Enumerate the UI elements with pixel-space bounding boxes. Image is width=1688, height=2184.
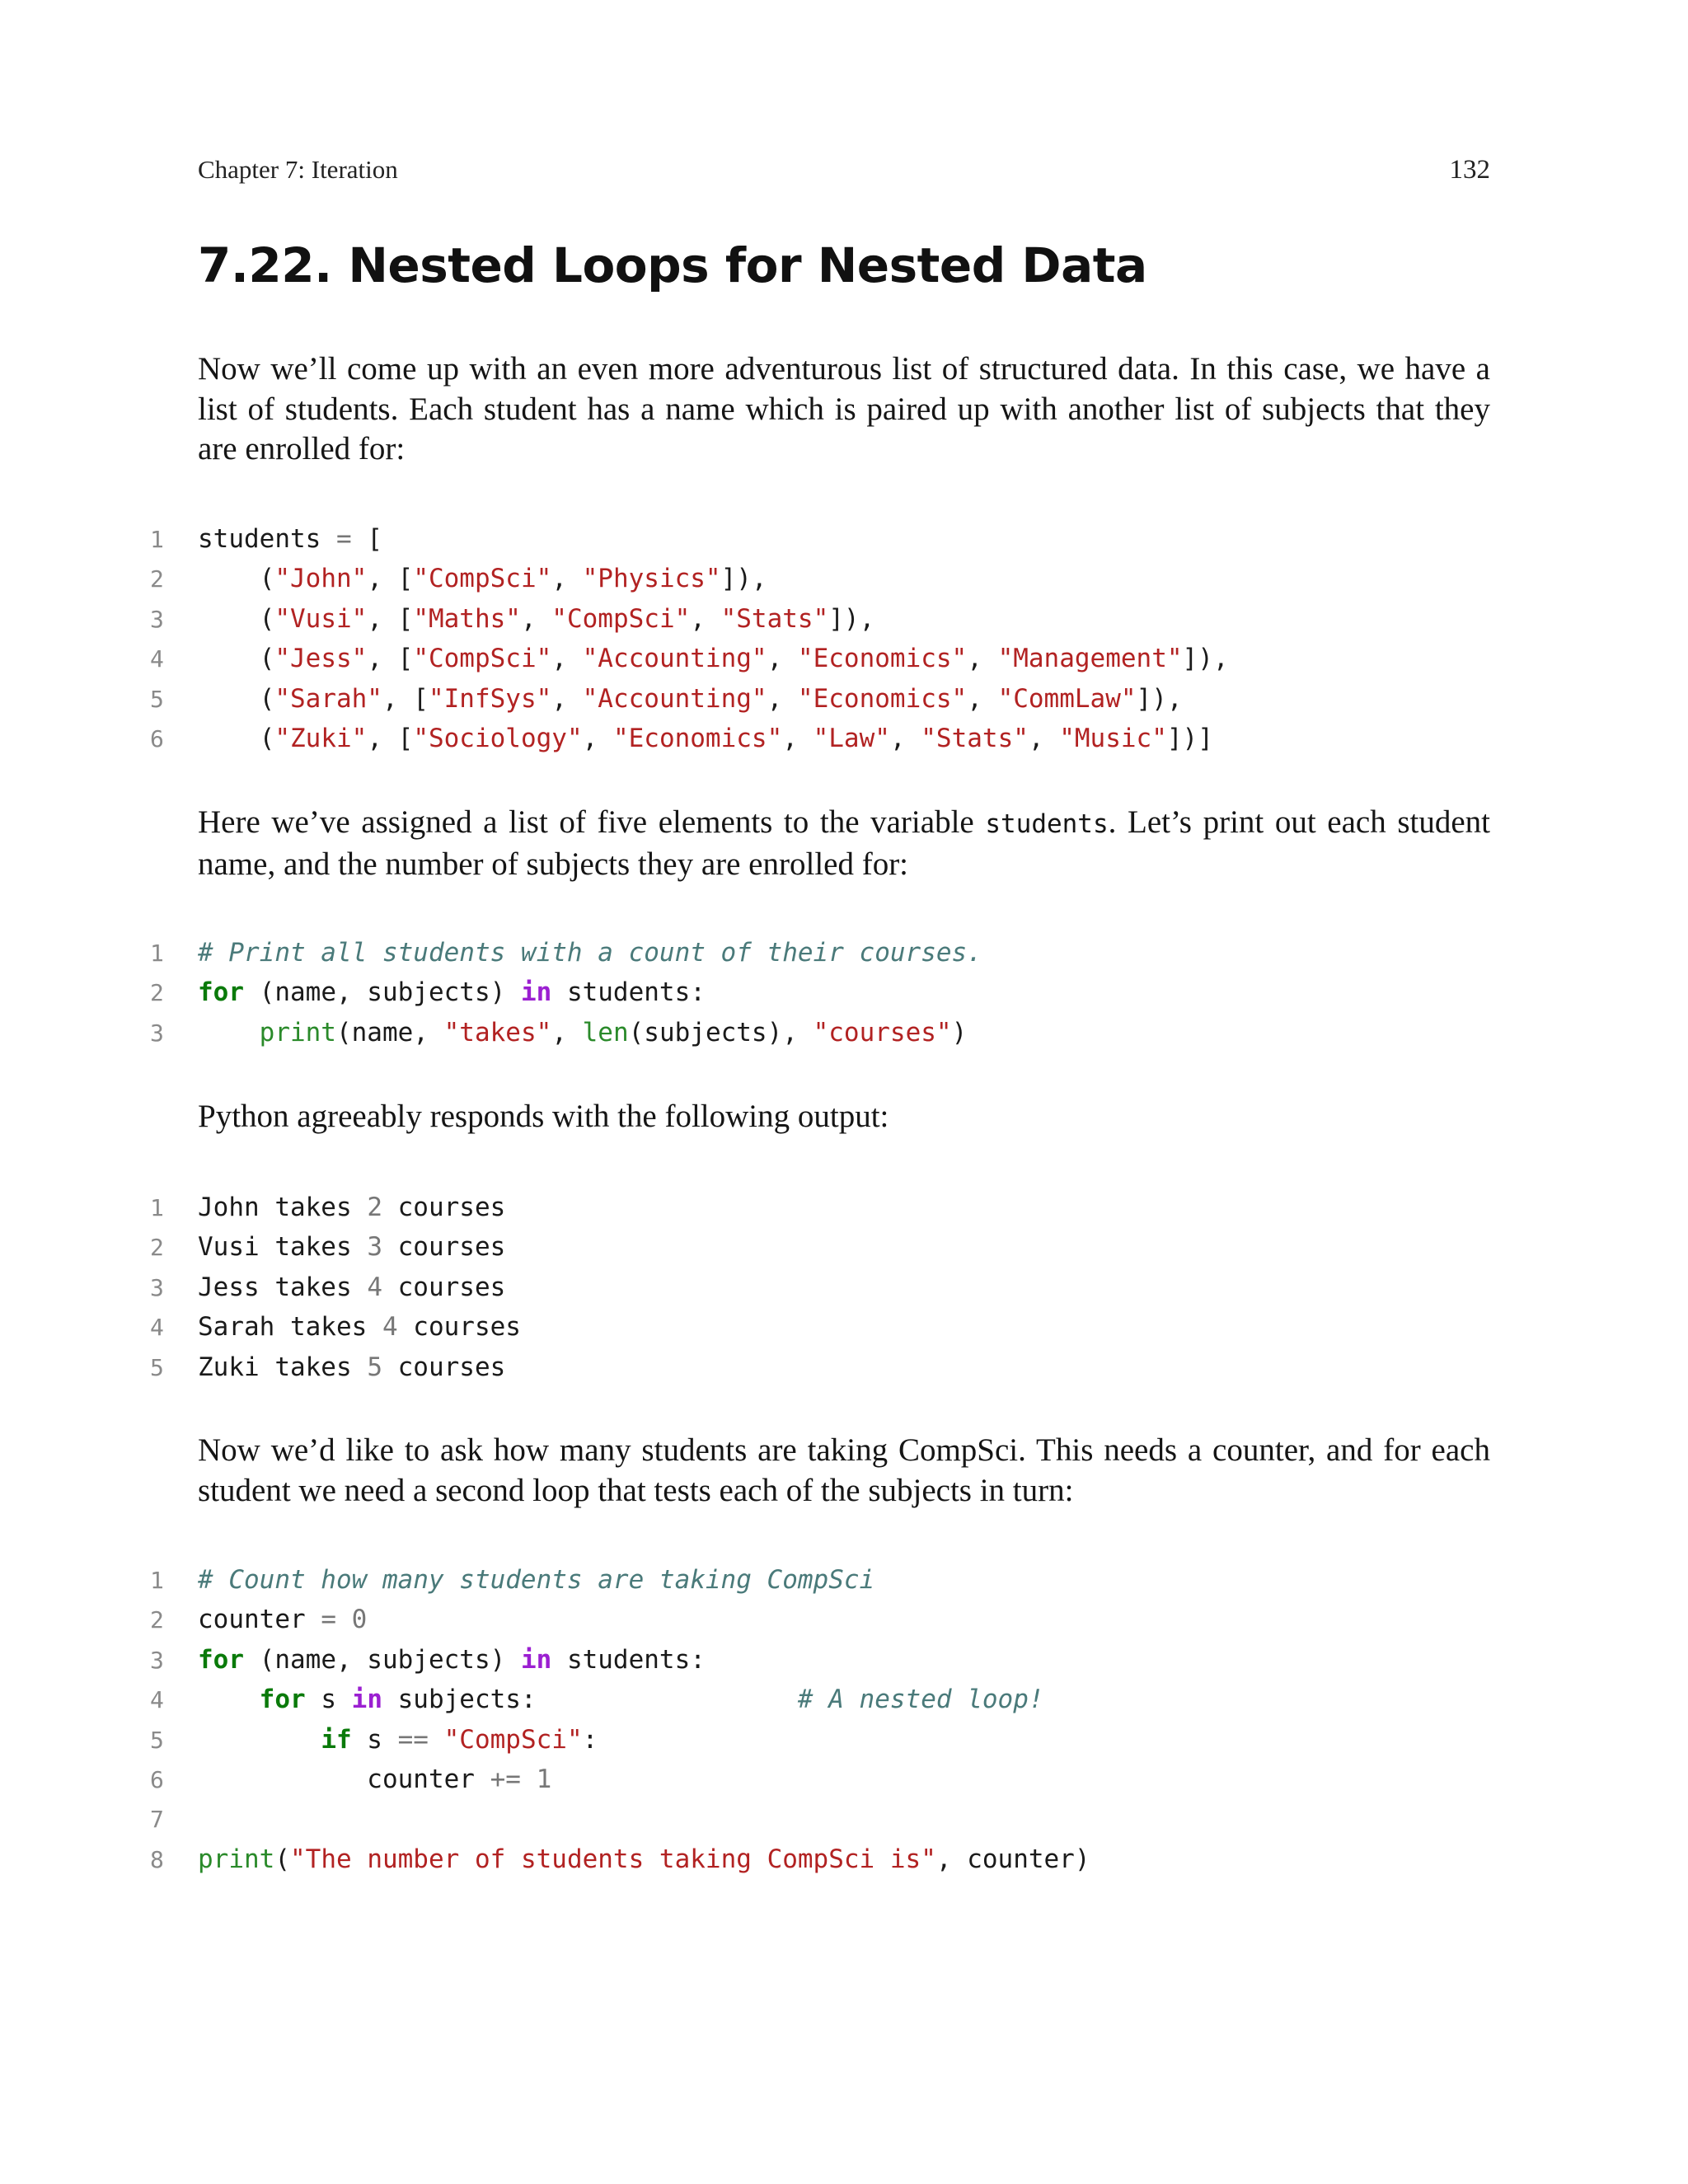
code-token [198,1725,321,1755]
code-token: (name, subjects) [244,1644,521,1675]
code-line [0,1760,1688,1799]
code-token: "Zuki" [274,723,368,753]
code-token: , [767,683,798,714]
code-token: "Economics" [797,644,968,674]
code-text [198,724,1213,753]
code-token: , [551,564,583,594]
code-token: , [551,683,583,714]
code-line [0,679,1688,719]
code-token: 4 [367,1272,382,1302]
code-line [0,1799,1688,1839]
code-token: s [351,1724,398,1755]
line-number: 6 [150,1765,164,1793]
code-token [198,1018,260,1047]
code-text [198,1685,1044,1714]
code-text [198,1352,505,1382]
code-token: for [259,1685,306,1715]
code-token: John takes [198,1193,368,1222]
code-token: "Sarah" [274,683,382,714]
page-number: 132 [1449,155,1490,185]
code-token: : [582,1724,598,1755]
code-token: "CommLaw" [997,683,1137,714]
code-token: ( [198,564,275,594]
code-token: (name, [335,1017,444,1047]
code-token: counter [198,1605,321,1635]
code-token: "CompSci" [413,564,552,594]
code-token: , [ [367,603,414,634]
line-number: 1 [150,526,164,553]
code-line [0,1268,1688,1307]
code-token: "Accounting" [582,644,767,674]
paragraph-text: . Let’s print out each student name, and the number of subjects they are enrolled for: [198,804,1490,882]
code-block [0,1560,1688,1879]
code-token: 2 [367,1193,382,1222]
output-block [0,1188,1688,1387]
line-number: 5 [150,685,164,713]
code-line [0,1188,1688,1227]
running-header [198,155,1490,194]
code-token: ( [198,644,275,674]
code-token: for [198,977,244,1008]
paragraph-text: Here we’ve assigned a list of five elements to the variable [198,804,986,840]
code-token: "John" [274,564,368,594]
explanation-paragraph [198,803,1490,884]
code-token: print [198,1844,275,1874]
code-token: ])] [1166,723,1213,753]
code-token: courses [382,1193,506,1222]
line-number: 2 [150,979,164,1007]
code-token: # A nested loop! [797,1685,1044,1715]
code-token: in [351,1685,382,1715]
line-number: 5 [150,1726,164,1754]
code-token: ]), [720,564,767,594]
code-token: "The number of students taking CompSci is" [290,1844,936,1874]
section-heading: 7.22. Nested Loops for Nested Data [198,237,1147,293]
code-block [0,519,1688,758]
code-line [0,972,1688,1012]
code-token: , [967,644,998,674]
code-token: "Sociology" [413,723,583,753]
code-block [0,933,1688,1052]
code-token: , [520,603,552,634]
line-number: 2 [150,1606,164,1634]
code-line [0,1560,1688,1600]
code-line [0,1640,1688,1680]
code-token: Zuki takes [198,1352,368,1382]
code-token: "Maths" [413,603,521,634]
code-token: , counter) [935,1844,1090,1874]
code-token: # Count how many students are taking CompSci [198,1565,875,1595]
code-text [198,524,382,554]
chapter-title: Chapter 7: Iteration [198,155,398,184]
line-number: 1 [150,1194,164,1221]
code-token: for [198,1644,244,1675]
code-token: counter [198,1764,490,1794]
code-line [0,719,1688,758]
code-token: ( [274,1844,290,1874]
code-token: , [782,723,814,753]
code-token: students: [551,977,706,1008]
code-line [0,1307,1688,1347]
line-number: 1 [150,1567,164,1594]
line-number: 2 [150,1234,164,1262]
code-text [198,1018,967,1047]
code-token: ( [198,603,275,634]
code-token: = [335,524,352,554]
code-text [198,1725,598,1755]
code-token: courses [382,1352,506,1382]
line-number: 3 [150,605,164,633]
code-line [0,1347,1688,1387]
code-token: 0 [351,1605,368,1635]
code-line [0,933,1688,972]
line-number: 7 [150,1806,164,1834]
code-token: students [198,524,336,554]
code-token: "CompSci" [413,644,552,674]
code-token: "CompSci" [551,603,691,634]
line-number: 2 [150,565,164,593]
code-token: courses [382,1272,506,1302]
code-line [0,639,1688,678]
line-number: 4 [150,645,164,673]
code-line [0,599,1688,639]
code-token: , [889,723,921,753]
line-number: 6 [150,724,164,752]
code-token: , [582,723,613,753]
code-text [198,564,767,593]
code-token: 5 [367,1352,382,1382]
code-token: "Stats" [921,723,1029,753]
inline-code: students [985,809,1109,839]
code-line [0,1720,1688,1760]
code-token: "Economics" [612,723,783,753]
code-token: , [ [367,644,414,674]
code-text [198,1645,706,1675]
code-token: , [ [382,683,429,714]
code-token: ]), [828,603,875,634]
code-line [0,1227,1688,1267]
line-number: 5 [150,1353,164,1381]
line-number: 8 [150,1845,164,1873]
code-text [198,644,1229,673]
code-text [198,1605,367,1634]
code-token: if [321,1724,352,1755]
output-intro-paragraph: Python agreeably responds with the following output: [198,1099,889,1134]
code-token: (name, subjects) [244,977,521,1008]
code-token: "takes" [443,1017,552,1047]
code-token: 1 [536,1764,552,1794]
code-token: "CompSci" [443,1724,583,1755]
code-token: Jess takes [198,1272,368,1302]
code-token: += [490,1764,521,1794]
code-token: , [ [367,564,414,594]
code-token: in [520,977,552,1008]
intro-paragraph: Now we’ll come up with an even more adventurous list of structured data. In this case, we have a list of students. Each student has a name which is paired up with another list of subjects that they are enrolled for: [198,351,1490,466]
code-line [0,1600,1688,1639]
code-token: courses [382,1232,506,1263]
code-token: Vusi takes [198,1232,368,1263]
code-token: , [551,644,583,674]
code-token [336,1605,352,1634]
code-token: ( [198,723,275,753]
code-text [198,604,874,634]
line-number: 4 [150,1314,164,1342]
code-token: ( [198,683,275,714]
code-token: "Law" [813,723,890,753]
code-token: 4 [382,1312,398,1343]
code-token: subjects: [382,1685,798,1715]
code-token [429,1725,444,1755]
code-token: print [259,1017,336,1047]
code-token: len [582,1017,629,1047]
code-token: courses [397,1312,521,1343]
code-token: "InfSys" [428,683,552,714]
code-line [0,559,1688,598]
code-token: (subjects), [628,1017,814,1047]
code-line [0,519,1688,559]
code-text [198,977,706,1007]
code-line [0,1680,1688,1719]
line-number: 1 [150,940,164,967]
code-text [198,1272,505,1302]
code-token: Sarah takes [198,1312,382,1343]
code-token: "Music" [1059,723,1167,753]
code-token: ]), [1182,644,1229,674]
code-text [198,938,982,968]
code-token: == [397,1724,429,1755]
code-token: "Vusi" [274,603,368,634]
code-token: "courses" [813,1017,952,1047]
line-number: 3 [150,1273,164,1301]
code-token: , [767,644,798,674]
counter-paragraph: Now we’d like to ask how many students are taking CompSci. This needs a counter, and for each student we need a second loop that tests each of the subjects in turn: [198,1432,1490,1508]
code-line [0,1840,1688,1879]
code-token: , [1028,723,1060,753]
code-token [521,1765,537,1794]
code-text [198,1765,551,1794]
code-token: ]), [1136,683,1183,714]
code-token [198,1685,260,1714]
code-text [198,1232,505,1262]
code-line [0,1013,1688,1052]
code-token: "Economics" [797,683,968,714]
code-text [198,1193,505,1222]
line-number: 4 [150,1686,164,1714]
code-token: [ [351,524,382,554]
code-token: students: [551,1644,706,1675]
code-token: 3 [367,1232,382,1263]
code-token: "Accounting" [582,683,767,714]
code-token: = [321,1605,336,1635]
code-token: s [305,1685,352,1715]
code-text [198,1312,521,1342]
code-token: "Jess" [274,644,368,674]
code-token: # Print all students with a count of their courses. [198,938,982,968]
code-token: "Physics" [582,564,721,594]
code-token: ) [951,1017,968,1047]
code-text [198,1565,874,1595]
code-token: , [690,603,721,634]
line-number: 3 [150,1019,164,1047]
code-token: , [551,1017,583,1047]
code-token: , [967,683,998,714]
code-token: in [520,1644,552,1675]
code-token: "Management" [997,644,1183,674]
line-number: 3 [150,1646,164,1674]
code-text [198,684,1183,714]
code-text [198,1844,1090,1874]
code-token: , [ [367,723,414,753]
code-token: "Stats" [720,603,829,634]
